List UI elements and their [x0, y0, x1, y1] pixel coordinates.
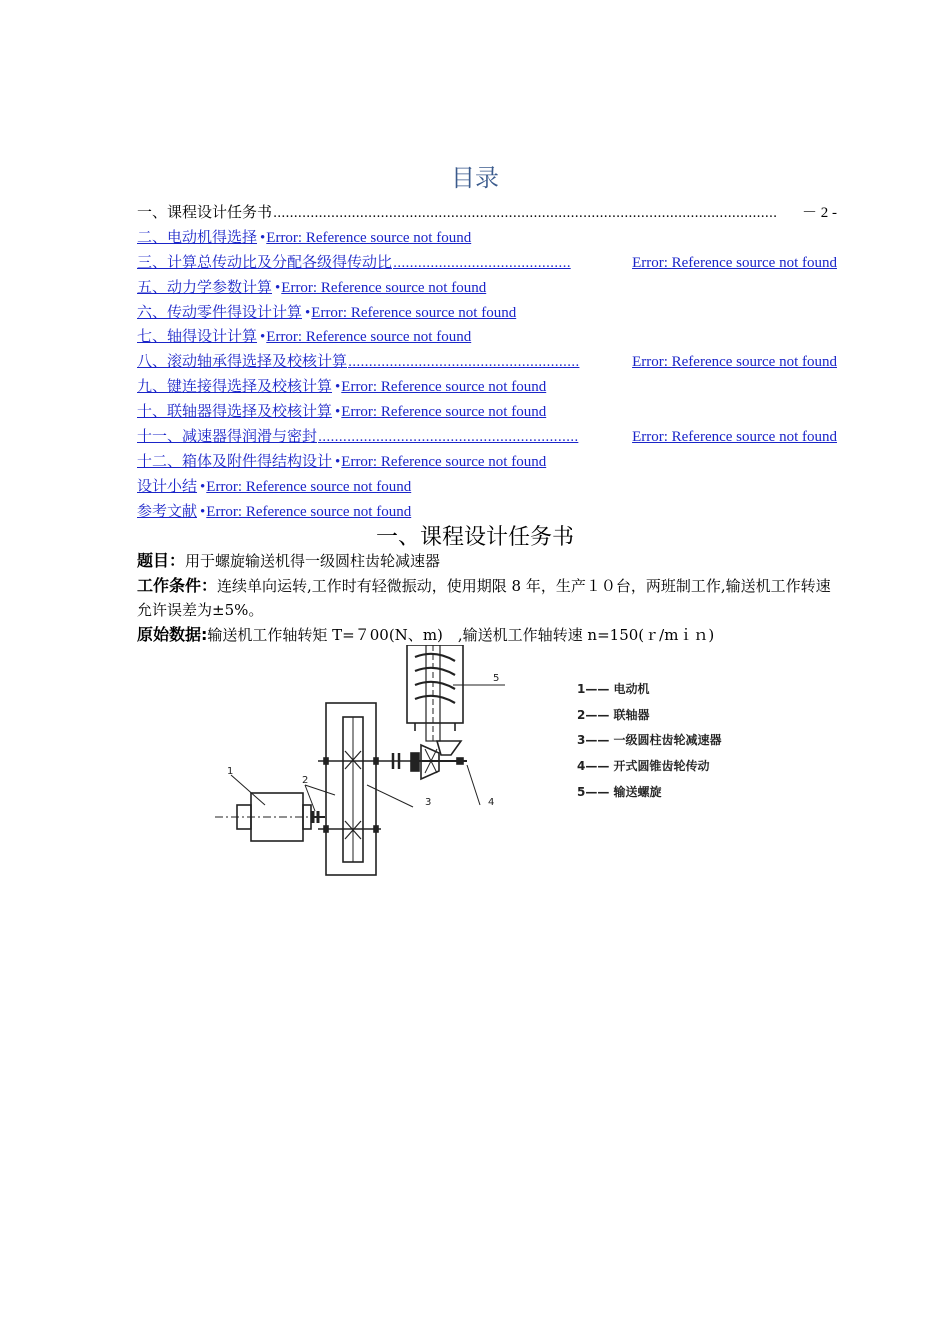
legend-item-5: 5—— 输送螺旋 [577, 785, 662, 799]
topic-label: 题目： [137, 551, 186, 570]
toc-entry-separator: • [260, 229, 266, 246]
toc-entry[interactable] [137, 399, 837, 424]
toc-entry-separator: • [200, 478, 206, 495]
toc-entry-separator: • [275, 279, 281, 296]
toc-entry-page: Error: Reference source not found [281, 279, 487, 296]
topic-text: 用于螺旋输送机得一级圆柱齿轮减速器 [185, 552, 441, 570]
toc-entry-label: 七、轴得设计计算 [137, 327, 258, 346]
toc-entry[interactable] [137, 250, 837, 275]
leader-lines [231, 685, 505, 811]
toc-entry-page: Error: Reference source not found [341, 404, 547, 421]
toc-entry-page: Error: Reference source not found [341, 379, 547, 396]
toc-entry-leader-dots: ........................................................ [348, 355, 580, 371]
toc-entry[interactable] [137, 324, 837, 349]
toc-entry-label: 二、电动机得选择 [137, 227, 258, 246]
toc-entry[interactable] [137, 374, 837, 399]
callout-2: 2 [302, 775, 309, 786]
toc-entry[interactable] [137, 225, 837, 250]
toc-entry [137, 200, 837, 225]
toc-entry-label: 九、键连接得选择及校核计算 [137, 377, 333, 396]
toc-entry-label: 十、联轴器得选择及校核计算 [137, 402, 333, 421]
legend-item-3: 3—— 一级圆柱齿轮减速器 [577, 733, 722, 747]
toc-entry-label: 设计小结 [137, 476, 198, 495]
toc-entry[interactable] [137, 424, 837, 449]
transmission-diagram [205, 645, 765, 890]
toc-entry-page: Error: Reference source not found [206, 503, 412, 520]
toc-entry-page: Error: Reference source not found [632, 429, 837, 446]
toc-entry-label: 参考文献 [137, 501, 198, 520]
toc-entry-separator: • [200, 503, 206, 520]
screw-conveyor-drawing [407, 645, 463, 741]
toc-entry-leader-dots: .......................................................................................................................... [273, 206, 778, 221]
callout-1: 1 [227, 766, 234, 777]
section-heading: 一、课程设计任务书 [375, 525, 574, 550]
toc-entry-label: 三、计算总传动比及分配各级得传动比 [137, 252, 393, 271]
toc-entry[interactable] [137, 449, 837, 474]
toc-entry-label: 一、课程设计任务书 [137, 203, 273, 221]
toc-entry-page: Error: Reference source not found [266, 229, 472, 246]
toc-entry-separator: • [305, 304, 311, 321]
toc-entry-page: Error: Reference source not found [632, 354, 837, 371]
toc-entry-separator: • [335, 453, 341, 470]
data-paragraph [137, 623, 837, 647]
data-label: 原始数据: [137, 625, 208, 644]
toc-entry-label: 五、动力学参数计算 [137, 277, 273, 296]
legend-item-2: 2—— 联轴器 [577, 708, 650, 722]
toc-entry-leader-dots: ........................................... [393, 255, 571, 271]
conditions-text: 连续单向运转,工作时有轻微振动，使用期限 8 年，生产１０台，两班制工作,输送机工作转速允许误差为±5%。 [137, 577, 831, 619]
toc-entry[interactable] [137, 300, 837, 325]
topic-paragraph [137, 549, 837, 573]
transmission-diagram-svg [205, 645, 765, 890]
conditions-label: 工作条件： [137, 576, 218, 595]
table-of-contents [137, 200, 837, 524]
toc-entry[interactable] [137, 275, 837, 300]
callout-5: 5 [493, 673, 500, 684]
toc-entry-label: 六、传动零件得设计计算 [137, 302, 303, 321]
toc-entry[interactable] [137, 349, 837, 374]
toc-entry-label: 十二、箱体及附件得结构设计 [137, 451, 333, 470]
toc-entry-separator: • [260, 329, 266, 346]
toc-entry-page: Error: Reference source not found [341, 453, 547, 470]
toc-entry-page: Error: Reference source not found [206, 478, 412, 495]
coupling-drawing [311, 811, 325, 823]
toc-entry-separator: • [335, 379, 341, 396]
toc-entry-label: 十一、减速器得润滑与密封 [137, 427, 318, 446]
toc-title: 目录 [451, 164, 499, 192]
toc-entry-page: Error: Reference source not found [311, 304, 517, 321]
toc-entry-separator: • [335, 404, 341, 421]
legend-item-1: 1—— 电动机 [577, 682, 650, 696]
toc-entry-page: Error: Reference source not found [632, 254, 837, 271]
toc-entry[interactable] [137, 474, 837, 499]
data-text: 输送机工作轴转矩 T=７00(N、m) ,输送机工作轴转速 n=150(ｒ/mｉｎ) [207, 626, 715, 644]
legend-item-4: 4—— 开式圆锥齿轮传动 [577, 759, 710, 773]
callout-3: 3 [425, 797, 432, 808]
motor-drawing [215, 793, 325, 841]
toc-entry-page: － 2 - [802, 205, 837, 221]
toc-entry-page: Error: Reference source not found [266, 329, 472, 346]
callout-4: 4 [488, 797, 495, 808]
toc-entry-label: 八、滚动轴承得选择及校核计算 [137, 352, 348, 371]
bevel-drive-drawing [393, 741, 467, 779]
conditions-paragraph [137, 574, 837, 622]
toc-entry-leader-dots: ............................................................... [318, 430, 579, 446]
reducer-drawing [318, 703, 415, 875]
